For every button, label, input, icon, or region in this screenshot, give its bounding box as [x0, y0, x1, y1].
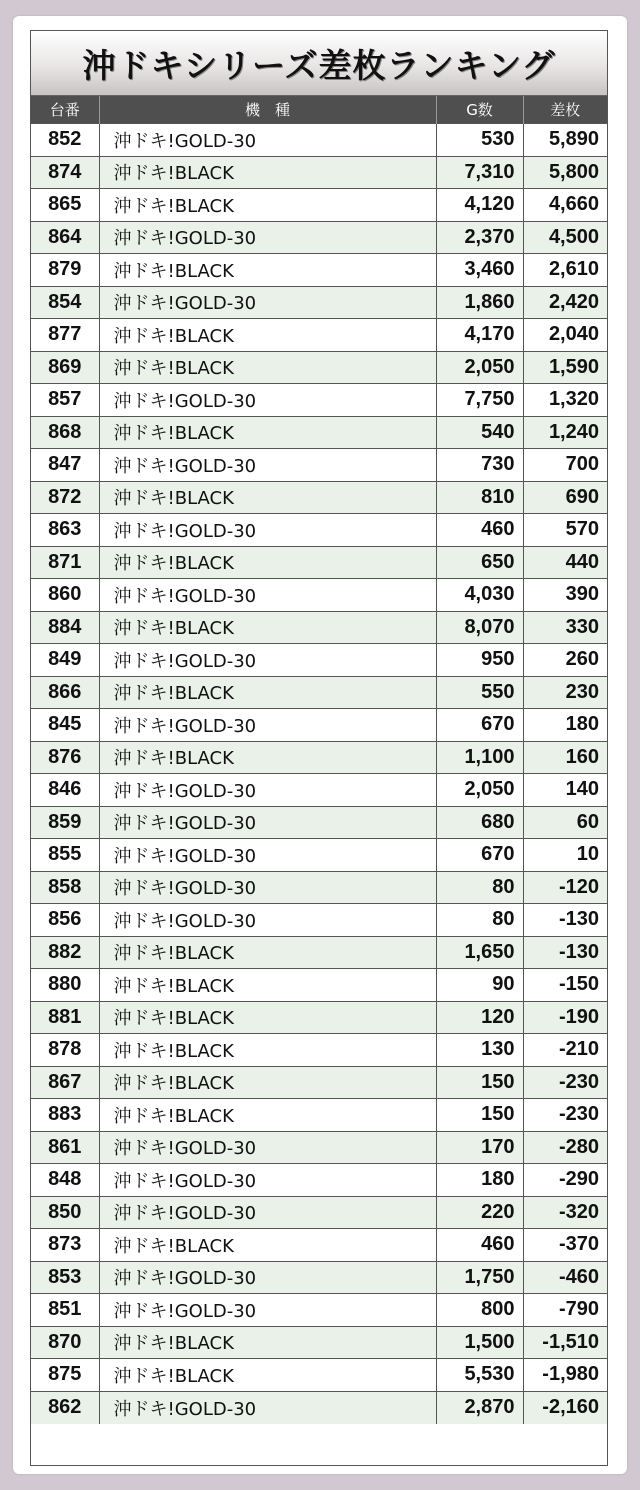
cell-diff: -210 [523, 1034, 607, 1067]
table-row [31, 709, 607, 742]
cell-diff: -130 [523, 904, 607, 937]
cell-model: 沖ドキ!BLACK [99, 1099, 436, 1132]
cell-diff: 5,800 [523, 156, 607, 189]
cell-diff: 60 [523, 806, 607, 839]
cell-machine-no: 875 [31, 1359, 99, 1392]
cell-games: 1,100 [436, 741, 523, 774]
cell-machine-no: 867 [31, 1066, 99, 1099]
cell-diff: 1,590 [523, 351, 607, 384]
table-row [31, 741, 607, 774]
cell-games: 150 [436, 1099, 523, 1132]
table-row [31, 1391, 607, 1424]
table-row [31, 286, 607, 319]
cell-diff: -460 [523, 1261, 607, 1294]
cell-games: 810 [436, 481, 523, 514]
cell-games: 80 [436, 904, 523, 937]
cell-games: 8,070 [436, 611, 523, 644]
cell-model: 沖ドキ!BLACK [99, 936, 436, 969]
cell-machine-no: 845 [31, 709, 99, 742]
table-row [31, 1326, 607, 1359]
table-row [31, 1359, 607, 1392]
cell-diff: 2,610 [523, 254, 607, 287]
cell-machine-no: 865 [31, 189, 99, 222]
cell-model: 沖ドキ!GOLD-30 [99, 1196, 436, 1229]
cell-model: 沖ドキ!GOLD-30 [99, 1391, 436, 1424]
cell-model: 沖ドキ!GOLD-30 [99, 709, 436, 742]
cell-model: 沖ドキ!BLACK [99, 1229, 436, 1262]
cell-games: 530 [436, 124, 523, 157]
cell-model: 沖ドキ!BLACK [99, 1034, 436, 1067]
header-model: 機 種 [99, 96, 436, 124]
cell-machine-no: 874 [31, 156, 99, 189]
cell-diff: -790 [523, 1294, 607, 1327]
cell-machine-no: 857 [31, 384, 99, 417]
cell-games: 1,750 [436, 1261, 523, 1294]
cell-machine-no: 848 [31, 1164, 99, 1197]
table-row [31, 156, 607, 189]
table-row [31, 1164, 607, 1197]
cell-model: 沖ドキ!BLACK [99, 156, 436, 189]
cell-games: 4,030 [436, 579, 523, 612]
table-row [31, 481, 607, 514]
page-title: 沖ドキシリーズ差枚ランキング [82, 45, 556, 85]
title-bar [31, 31, 607, 96]
table-row [31, 384, 607, 417]
cell-diff: 260 [523, 644, 607, 677]
table-row [31, 1099, 607, 1132]
cell-model: 沖ドキ!GOLD-30 [99, 839, 436, 872]
cell-machine-no: 879 [31, 254, 99, 287]
cell-machine-no: 854 [31, 286, 99, 319]
cell-games: 670 [436, 839, 523, 872]
cell-model: 沖ドキ!BLACK [99, 969, 436, 1002]
cell-model: 沖ドキ!GOLD-30 [99, 1164, 436, 1197]
cell-diff: -1,510 [523, 1326, 607, 1359]
table-row [31, 871, 607, 904]
cell-diff: 5,890 [523, 124, 607, 157]
table-row [31, 904, 607, 937]
cell-machine-no: 863 [31, 514, 99, 547]
cell-model: 沖ドキ!GOLD-30 [99, 286, 436, 319]
cell-model: 沖ドキ!GOLD-30 [99, 904, 436, 937]
header-diff: 差枚 [523, 96, 607, 124]
cell-diff: -230 [523, 1066, 607, 1099]
cell-diff: 570 [523, 514, 607, 547]
cell-machine-no: 869 [31, 351, 99, 384]
ranking-table [31, 96, 607, 1424]
cell-games: 7,750 [436, 384, 523, 417]
cell-machine-no: 871 [31, 546, 99, 579]
cell-model: 沖ドキ!BLACK [99, 254, 436, 287]
cell-games: 130 [436, 1034, 523, 1067]
cell-machine-no: 864 [31, 221, 99, 254]
cell-diff: 2,420 [523, 286, 607, 319]
table-row [31, 969, 607, 1002]
cell-games: 2,870 [436, 1391, 523, 1424]
cell-diff: 10 [523, 839, 607, 872]
cell-model: 沖ドキ!BLACK [99, 319, 436, 352]
cell-games: 5,530 [436, 1359, 523, 1392]
cell-machine-no: 851 [31, 1294, 99, 1327]
cell-diff: 700 [523, 449, 607, 482]
cell-machine-no: 861 [31, 1131, 99, 1164]
cell-games: 220 [436, 1196, 523, 1229]
cell-model: 沖ドキ!BLACK [99, 1326, 436, 1359]
cell-diff: -120 [523, 871, 607, 904]
table-row [31, 1001, 607, 1034]
table-row [31, 936, 607, 969]
cell-machine-no: 847 [31, 449, 99, 482]
cell-games: 2,050 [436, 774, 523, 807]
cell-model: 沖ドキ!GOLD-30 [99, 579, 436, 612]
table-row [31, 774, 607, 807]
cell-games: 460 [436, 1229, 523, 1262]
cell-diff: 4,660 [523, 189, 607, 222]
table-row [31, 1294, 607, 1327]
cell-model: 沖ドキ!GOLD-30 [99, 514, 436, 547]
cell-games: 670 [436, 709, 523, 742]
cell-diff: 230 [523, 676, 607, 709]
cell-diff: -320 [523, 1196, 607, 1229]
cell-machine-no: 860 [31, 579, 99, 612]
table-row [31, 514, 607, 547]
table-row [31, 611, 607, 644]
cell-model: 沖ドキ!GOLD-30 [99, 806, 436, 839]
cell-machine-no: 876 [31, 741, 99, 774]
cell-machine-no: 862 [31, 1391, 99, 1424]
cell-diff: 690 [523, 481, 607, 514]
cell-diff: 160 [523, 741, 607, 774]
table-row [31, 189, 607, 222]
cell-diff: -150 [523, 969, 607, 1002]
cell-model: 沖ドキ!BLACK [99, 481, 436, 514]
cell-machine-no: 856 [31, 904, 99, 937]
header-machine-no: 台番 [31, 96, 99, 124]
cell-machine-no: 882 [31, 936, 99, 969]
cell-diff: -370 [523, 1229, 607, 1262]
cell-model: 沖ドキ!BLACK [99, 351, 436, 384]
cell-diff: 1,320 [523, 384, 607, 417]
cell-diff: -130 [523, 936, 607, 969]
cell-machine-no: 880 [31, 969, 99, 1002]
table-row [31, 1261, 607, 1294]
cell-games: 460 [436, 514, 523, 547]
cell-games: 4,170 [436, 319, 523, 352]
cell-games: 150 [436, 1066, 523, 1099]
cell-machine-no: 884 [31, 611, 99, 644]
table-row [31, 644, 607, 677]
cell-model: 沖ドキ!BLACK [99, 1359, 436, 1392]
table-row [31, 351, 607, 384]
cell-model: 沖ドキ!BLACK [99, 189, 436, 222]
cell-model: 沖ドキ!GOLD-30 [99, 1294, 436, 1327]
cell-diff: -1,980 [523, 1359, 607, 1392]
table-row [31, 1131, 607, 1164]
table-row [31, 1034, 607, 1067]
cell-model: 沖ドキ!BLACK [99, 1001, 436, 1034]
cell-games: 4,120 [436, 189, 523, 222]
cell-machine-no: 883 [31, 1099, 99, 1132]
cell-model: 沖ドキ!GOLD-30 [99, 221, 436, 254]
cell-games: 2,050 [436, 351, 523, 384]
cell-games: 650 [436, 546, 523, 579]
cell-games: 180 [436, 1164, 523, 1197]
cell-games: 730 [436, 449, 523, 482]
cell-games: 2,370 [436, 221, 523, 254]
cell-machine-no: 868 [31, 416, 99, 449]
table-row [31, 254, 607, 287]
cell-games: 120 [436, 1001, 523, 1034]
cell-games: 950 [436, 644, 523, 677]
cell-model: 沖ドキ!BLACK [99, 676, 436, 709]
cell-model: 沖ドキ!GOLD-30 [99, 774, 436, 807]
cell-machine-no: 849 [31, 644, 99, 677]
cell-games: 680 [436, 806, 523, 839]
cell-machine-no: 846 [31, 774, 99, 807]
cell-model: 沖ドキ!BLACK [99, 611, 436, 644]
cell-games: 170 [436, 1131, 523, 1164]
cell-diff: -290 [523, 1164, 607, 1197]
cell-games: 1,860 [436, 286, 523, 319]
header-games: G数 [436, 96, 523, 124]
cell-machine-no: 852 [31, 124, 99, 157]
cell-machine-no: 873 [31, 1229, 99, 1262]
table-row [31, 1229, 607, 1262]
cell-model: 沖ドキ!BLACK [99, 1066, 436, 1099]
cell-games: 550 [436, 676, 523, 709]
cell-model: 沖ドキ!GOLD-30 [99, 871, 436, 904]
cell-games: 90 [436, 969, 523, 1002]
cell-model: 沖ドキ!BLACK [99, 546, 436, 579]
cell-games: 7,310 [436, 156, 523, 189]
table-header-row [31, 96, 607, 124]
cell-machine-no: 859 [31, 806, 99, 839]
cell-machine-no: 872 [31, 481, 99, 514]
table-row [31, 449, 607, 482]
cell-machine-no: 866 [31, 676, 99, 709]
cell-diff: 4,500 [523, 221, 607, 254]
table-row [31, 1196, 607, 1229]
cell-model: 沖ドキ!GOLD-30 [99, 644, 436, 677]
cell-model: 沖ドキ!GOLD-30 [99, 124, 436, 157]
cell-diff: 440 [523, 546, 607, 579]
cell-machine-no: 877 [31, 319, 99, 352]
cell-diff: 390 [523, 579, 607, 612]
table-row [31, 579, 607, 612]
cell-diff: 140 [523, 774, 607, 807]
table-row [31, 221, 607, 254]
cell-model: 沖ドキ!BLACK [99, 741, 436, 774]
cell-machine-no: 853 [31, 1261, 99, 1294]
cell-machine-no: 881 [31, 1001, 99, 1034]
cell-diff: -190 [523, 1001, 607, 1034]
cell-diff: -280 [523, 1131, 607, 1164]
cell-games: 80 [436, 871, 523, 904]
cell-games: 1,650 [436, 936, 523, 969]
table-row [31, 676, 607, 709]
cell-diff: 330 [523, 611, 607, 644]
cell-model: 沖ドキ!GOLD-30 [99, 1131, 436, 1164]
cell-games: 1,500 [436, 1326, 523, 1359]
ranking-table-frame [30, 30, 608, 1466]
table-row [31, 546, 607, 579]
cell-machine-no: 850 [31, 1196, 99, 1229]
table-row [31, 1066, 607, 1099]
cell-diff: -2,160 [523, 1391, 607, 1424]
cell-machine-no: 878 [31, 1034, 99, 1067]
cell-model: 沖ドキ!BLACK [99, 416, 436, 449]
table-row [31, 319, 607, 352]
cell-diff: -230 [523, 1099, 607, 1132]
cell-model: 沖ドキ!GOLD-30 [99, 449, 436, 482]
table-row [31, 806, 607, 839]
table-row [31, 416, 607, 449]
cell-diff: 180 [523, 709, 607, 742]
table-body [31, 124, 607, 1424]
cell-machine-no: 870 [31, 1326, 99, 1359]
cell-model: 沖ドキ!GOLD-30 [99, 384, 436, 417]
cell-diff: 1,240 [523, 416, 607, 449]
table-row [31, 124, 607, 157]
cell-model: 沖ドキ!GOLD-30 [99, 1261, 436, 1294]
cell-diff: 2,040 [523, 319, 607, 352]
table-row [31, 839, 607, 872]
cell-machine-no: 858 [31, 871, 99, 904]
cell-machine-no: 855 [31, 839, 99, 872]
cell-games: 540 [436, 416, 523, 449]
cell-games: 3,460 [436, 254, 523, 287]
cell-games: 800 [436, 1294, 523, 1327]
